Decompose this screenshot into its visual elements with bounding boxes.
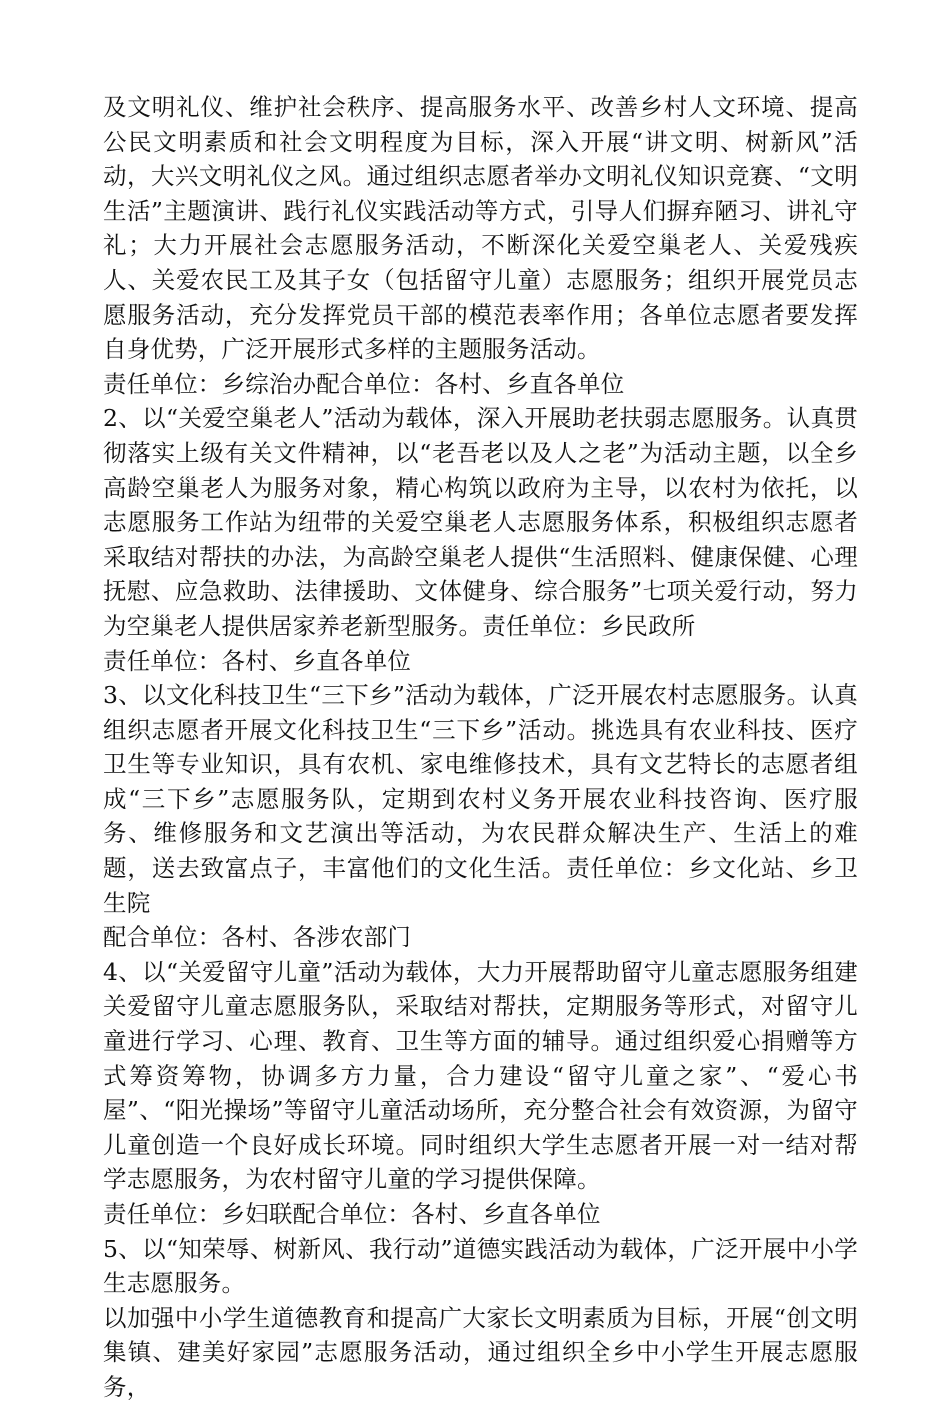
paragraph-item-3: 3、以文化科技卫生“三下乡”活动为载体，广泛开展农村志愿服务。认真组织志愿者开展文化科技卫生“三下乡”活动。挑选具有农业科技、医疗卫生等专业知识，具有农机、家电维修技术，具有文艺特长的志愿者组成“三下乡”志愿服务队，定期到农村义务开展农业科技咨询、医疗服务、维修服务和文艺演出等活动，为农民群众解决生产、生活上的难题，送去致富点子，丰富他们的文化生活。责任单位：乡文化站、乡卫生院 (103, 681, 858, 917)
responsible-unit-line-2: 责任单位：各村、乡直各单位 (103, 646, 412, 675)
paragraph-intro: 及文明礼仪、维护社会秩序、提高服务水平、改善乡村人文环境、提高公民文明素质和社会文明程度为目标，深入开展“讲文明、树新风”活动，大兴文明礼仪之风。通过组织志愿者举办文明礼仪知识竞赛、“文明生活”主题演讲、践行礼仪实践活动等方式，引导人们摒弃陋习、讲礼守礼；大力开展社会志愿服务活动，不断深化关爱空巢老人、关爱残疾人、关爱农民工及其子女（包括留守儿童）志愿服务；组织开展党员志愿服务活动，充分发挥党员干部的模范表率作用；各单位志愿者要发挥自身优势，广泛开展形式多样的主题服务活动。 (103, 93, 858, 364)
paragraph-item-5: 5、以“知荣辱、树新风、我行动”道德实践活动为载体，广泛开展中小学生志愿服务。 (103, 1234, 858, 1298)
responsible-unit-line-4: 责任单位：乡妇联配合单位：各村、乡直各单位 (103, 1200, 601, 1228)
paragraph-item-5-detail: 以加强中小学生道德教育和提高广大家长文明素质为目标，开展“创文明集镇、建美好家园”志愿服务活动，通过组织全乡中小学生开展志愿服务， (103, 1303, 858, 1401)
document-page (103, 90, 858, 1405)
responsible-unit-line-1: 责任单位：乡综治办配合单位：各村、乡直各单位 (103, 369, 625, 398)
paragraph-item-4: 4、以“关爱留守儿童”活动为载体，大力开展帮助留守儿童志愿服务组建关爱留守儿童志愿服务队，采取结对帮扶，定期服务等形式，对留守儿童进行学习、心理、教育、卫生等方面的辅导。通过组织爱心捐赠等方式筹资筹物，协调多方力量，合力建设“留守儿童之家”、“爱心书屋”、“阳光操场”等留守儿童活动场所，充分整合社会有效资源，为留守儿童创造一个良好成长环境。同时组织大学生志愿者开展一对一结对帮学志愿服务，为农村留守儿童的学习提供保障。 (103, 957, 858, 1194)
paragraph-item-2: 2、以“关爱空巢老人”活动为载体，深入开展助老扶弱志愿服务。认真贯彻落实上级有关文件精神，以“老吾老以及人之老”为活动主题，以全乡高龄空巢老人为服务对象，精心构筑以政府为主导，以农村为依托，以志愿服务工作站为纽带的关爱空巢老人志愿服务体系，积极组织志愿者采取结对帮扶的办法，为高龄空巢老人提供“生活照料、健康保健、心理抚慰、应急救助、法律援助、文体健身、综合服务”七项关爱行动，努力为空巢老人提供居家养老新型服务。责任单位：乡民政所 (103, 404, 858, 640)
cooperating-unit-line-3: 配合单位：各村、各涉农部门 (103, 923, 412, 952)
